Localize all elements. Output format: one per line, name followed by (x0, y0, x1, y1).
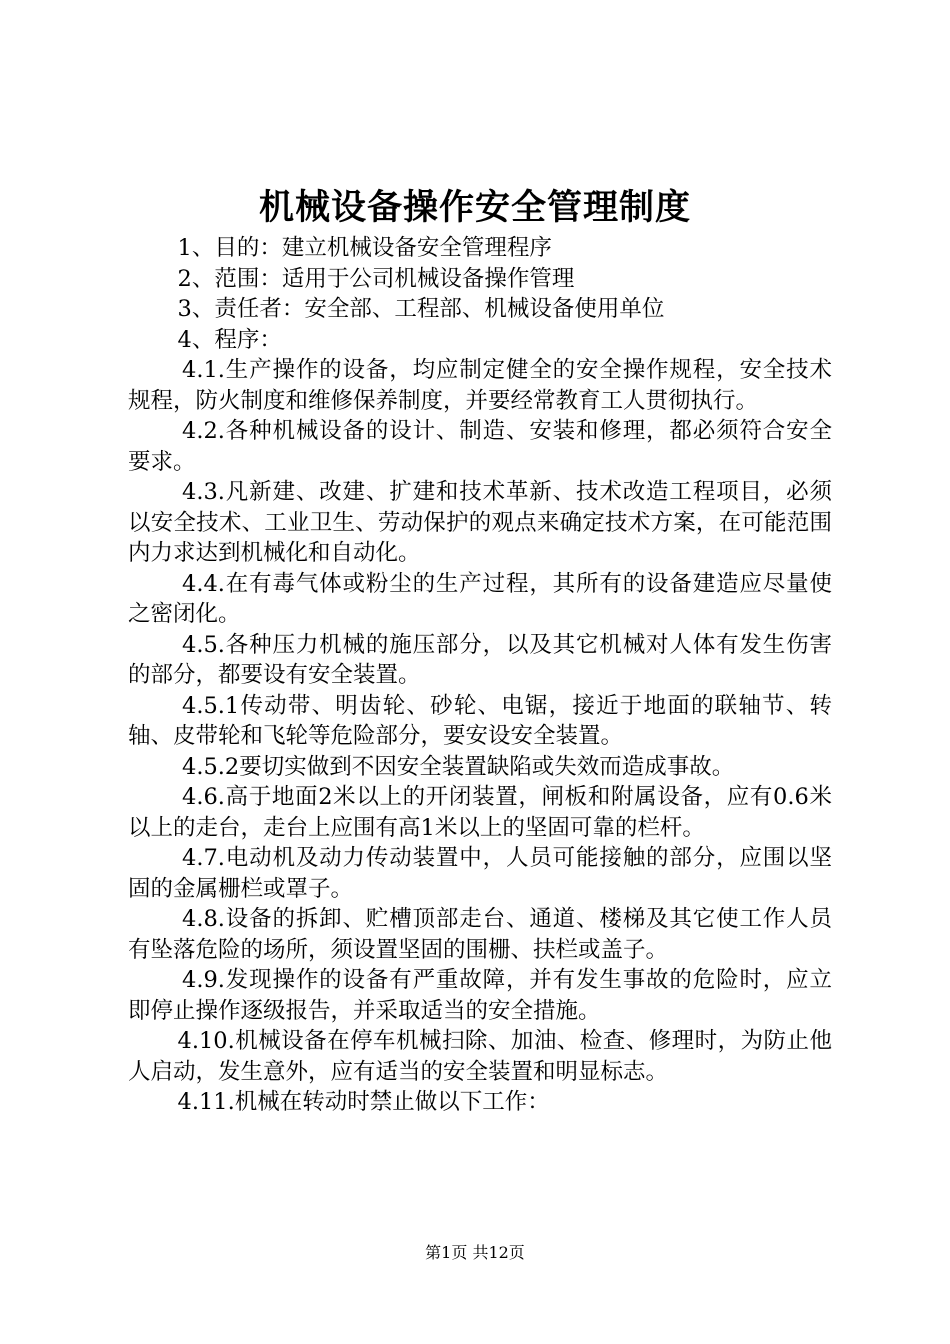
paragraph-responsible: 3、责任者：安全部、工程部、机械设备使用单位 (177, 296, 665, 322)
paragraph-4-6: 4.6.高于地面2米以上的开闭装置，闸板和附属设备，应有0.6米以上的走台，走台上应围有高1米以上的坚固可靠的栏杆。 (128, 784, 832, 841)
document-body (128, 233, 832, 1118)
paragraph-4-7: 4.7.电动机及动力传动装置中，人员可能接触的部分，应围以坚固的金属栅栏或罩子。 (128, 845, 832, 902)
document-title: 机械设备操作安全管理制度 (258, 188, 691, 228)
paragraph-4-11: 4.11.机械在转动时禁止做以下工作： (177, 1089, 550, 1115)
paragraph-purpose: 1、目的：建立机械设备安全管理程序 (177, 235, 552, 261)
paragraph-4-4: 4.4.在有毒气体或粉尘的生产过程，其所有的设备建造应尽量使之密闭化。 (128, 570, 832, 627)
paragraph-4-5-1: 4.5.1传动带、明齿轮、砂轮、电锯，接近于地面的联轴节、转轴、皮带轮和飞轮等危险部分，要安设安全装置。 (128, 692, 832, 749)
paragraph-4-2: 4.2.各种机械设备的设计、制造、安装和修理，都必须符合安全要求。 (128, 418, 832, 475)
paragraph-procedure: 4、程序： (177, 326, 282, 353)
paragraph-scope: 2、范围：适用于公司机械设备操作管理 (177, 265, 575, 292)
paragraph-4-10: 4.10.机械设备在停车机械扫除、加油、检查、修理时，为防止他人启动，发生意外，应有适当的安全装置和明显标志。 (128, 1028, 832, 1085)
paragraph-4-9: 4.9.发现操作的设备有严重故障，并有发生事故的危险时，应立即停止操作逐级报告，并采取适当的安全措施。 (128, 967, 832, 1024)
page-footer: 第1页 共12页 (425, 1243, 525, 1262)
paragraph-4-5-2: 4.5.2要切实做到不因安全装置缺陷或失效而造成事故。 (182, 753, 735, 780)
paragraph-4-8: 4.8.设备的拆卸、贮槽顶部走台、通道、楼梯及其它使工作人员有坠落危险的场所，须设置坚固的围栅、扶栏或盖子。 (128, 906, 832, 963)
paragraph-4-1: 4.1.生产操作的设备，均应制定健全的安全操作规程，安全技术规程，防火制度和维修保养制度，并要经常教育工人贯彻执行。 (128, 357, 832, 414)
paragraph-4-5: 4.5.各种压力机械的施压部分，以及其它机械对人体有发生伤害的部分，都要设有安全装置。 (128, 631, 832, 688)
paragraph-4-3: 4.3.凡新建、改建、扩建和技术革新、技术改造工程项目，必须以安全技术、工业卫生、劳动保护的观点来确定技术方案，在可能范围内力求达到机械化和自动化。 (128, 479, 832, 566)
